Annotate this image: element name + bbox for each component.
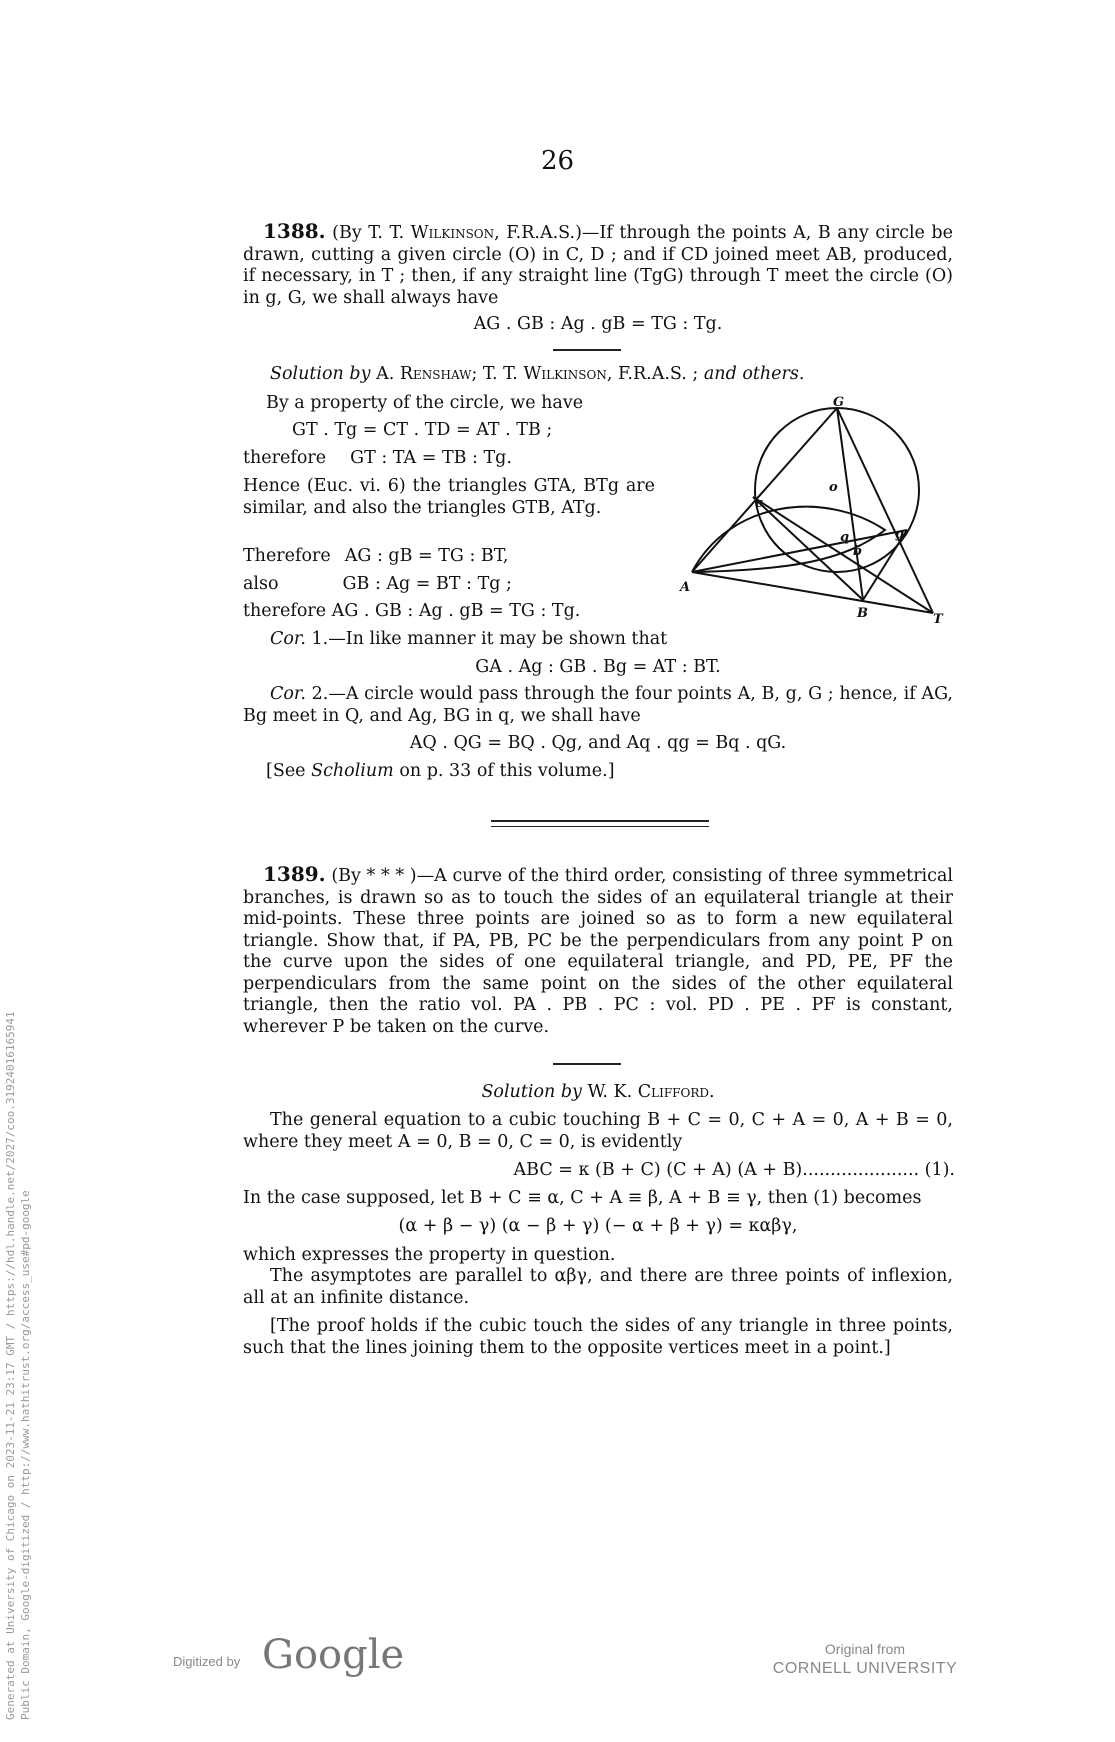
solution-1389-p4 — [243, 1266, 953, 1309]
cor2-label: Cor. — [270, 684, 306, 704]
line-6-formula: GB : Ag = BT : Tg ; — [342, 574, 512, 594]
original-from-text: Original from — [824, 1641, 906, 1657]
equation-2: (α + β − γ) (α − β + γ) (− α + β + γ) = καβγ, — [398, 1216, 798, 1236]
p5-text: [The proof holds if the cubic touch the sides of any triangle in three points, such that the lines joining them to the opposite vertices meet in a point.] — [243, 1316, 953, 1358]
solution-1389-header — [243, 1082, 953, 1104]
question-text-a: (By T. T. — [332, 223, 411, 243]
label-o: o — [829, 480, 838, 495]
label-b-lower: b — [853, 544, 863, 559]
question-author: Wilkinson — [410, 223, 495, 243]
corollary-2 — [243, 684, 953, 727]
solution-author-2: Wilkinson — [523, 364, 607, 384]
line-5-formula: AG : gB = TG : BT, — [344, 546, 509, 566]
p4-text: The asymptotes are parallel to αβγ, and there are three points of inflexion, all at an infinite distance. — [243, 1266, 953, 1308]
side-line-1: Generated at University of Chicago on 2023-11-21 23:17 GMT / https://hdl.handle.net/2027/coo.31924016165941 — [4, 1011, 17, 1720]
cor1-text: 1.—In like manner it may be shown that — [311, 629, 668, 649]
label-a: A — [680, 580, 691, 595]
solution-1389-author: W. K. Clifford. — [587, 1082, 715, 1102]
p1-text: The general equation to a cubic touching B + C = 0, C + A = 0, A + B = 0, where they meet A = 0, B = 0, C = 0, is evidently — [243, 1110, 953, 1152]
cor2-text: 2.—A circle would pass through the four points A, B, g, G ; hence, if AG, Bg meet in Q, and Ag, BG in q, we shall have — [243, 684, 953, 726]
question-formula: AG . GB : Ag . gB = TG : Tg. — [473, 314, 723, 334]
google-logo: Google — [262, 1632, 405, 1678]
therefore-word: therefore — [243, 448, 327, 468]
solution-line-7: therefore AG . GB : Ag . gB = TG : Tg. — [243, 601, 581, 621]
question-1388 — [243, 221, 953, 309]
divider-short-2 — [553, 1063, 621, 1065]
solution-sep: ; T. T. — [471, 364, 524, 384]
corollary-1 — [270, 629, 950, 651]
corollary-2-formula: AQ . QG = BQ . Qg, and Aq . qg = Bq . qG. — [409, 733, 787, 753]
see-rest: on p. 33 of this volume.] — [399, 761, 615, 781]
scholium-note — [266, 761, 946, 783]
university-name: CORNELL UNIVERSITY — [772, 1660, 958, 1677]
solution-1389-p2: In the case supposed, let B + C ≡ α, C + A ≡ β, A + B ≡ γ, then (1) becomes — [243, 1188, 922, 1208]
solution-line-5 — [243, 546, 673, 568]
original-from — [740, 1640, 990, 1678]
solution-header — [270, 364, 970, 386]
divider-short — [553, 349, 621, 351]
label-b: B — [857, 606, 868, 621]
label-g-upper: G — [833, 395, 845, 410]
label-t: T — [933, 612, 943, 625]
label-q: q — [840, 530, 850, 545]
side-watermark — [3, 1011, 33, 1720]
solution-1389-p5 — [243, 1316, 953, 1359]
line-3-formula: GT : TA = TB : Tg. — [350, 448, 512, 468]
side-line-2: Public Domain, Google-digitized / http://www.hathitrust.org/access_use#pd-google — [19, 1190, 32, 1720]
solution-line-6 — [243, 574, 673, 596]
solution-author-1: A. Renshaw — [376, 364, 472, 384]
solution-line-4: Hence (Euc. vi. 6) the triangles GTA, BTg are similar, and also the triangles GTB, ATg. — [243, 476, 655, 518]
equation-1: ABC = κ (B + C) (C + A) (A + B)..................... (1). — [513, 1160, 955, 1180]
digitized-by: Digitized by — [173, 1654, 241, 1669]
question-number-1389: 1389. — [263, 862, 326, 886]
solution-1389-p3: which expresses the property in question. — [243, 1245, 616, 1265]
therefore-word-2: Therefore — [243, 546, 331, 566]
line-at — [692, 572, 933, 613]
question-text-b: , F.R.A.S.)—If through the points A, B any circle be drawn, cutting a given circle (O) in C, D ; and if CD joined meet AB, produced, if necessary, in T ; then, if any straight line (TgG) through T meet the circle (O) in g, G, we shall always have — [243, 223, 953, 308]
section-divider-bottom — [491, 826, 709, 827]
geometry-figure — [675, 395, 955, 625]
solution-line-1: By a property of the circle, we have — [266, 393, 584, 413]
solution-tail: , F.R.A.S. ; — [606, 364, 699, 384]
question-number: 1388. — [263, 219, 326, 243]
section-divider-top — [491, 820, 709, 822]
solution-line-3 — [243, 448, 673, 470]
page-number: 26 — [540, 146, 575, 176]
question-1389-text: (By * * * )—A curve of the third order, consisting of three symmetrical branches, is drawn so as to touch the sides of an equilateral triangle at their mid-points. These three points are joined so as to form a new equilateral triangle. Show that, if PA, PB, PC be the perpendiculars from any point P on the curve upon the sides of one equilateral triangle, and PD, PE, PF the perpendiculars from the same point on the sides of the other equilateral triangle, then the ratio vol. PA . PB . PC : vol. PD . PE . PF is constant, wherever P be taken on the curve. — [243, 866, 953, 1037]
corollary-1-formula: GA . Ag : GB . Bg = AT : BT. — [475, 657, 721, 677]
scholium-word: Scholium — [311, 761, 394, 781]
cor1-label: Cor. — [270, 629, 306, 649]
solution-1389-label: Solution by — [481, 1082, 582, 1102]
solution-label: Solution by — [270, 364, 371, 384]
question-1389 — [243, 864, 953, 1038]
label-g-lower: g — [895, 527, 905, 542]
also-word: also — [243, 574, 279, 594]
see-open: [See — [266, 761, 306, 781]
solution-1389-p1 — [243, 1110, 953, 1153]
solution-others: and others. — [703, 364, 805, 384]
solution-line-2: GT . Tg = CT . TD = AT . TB ; — [292, 420, 553, 440]
label-c: c — [755, 496, 763, 511]
